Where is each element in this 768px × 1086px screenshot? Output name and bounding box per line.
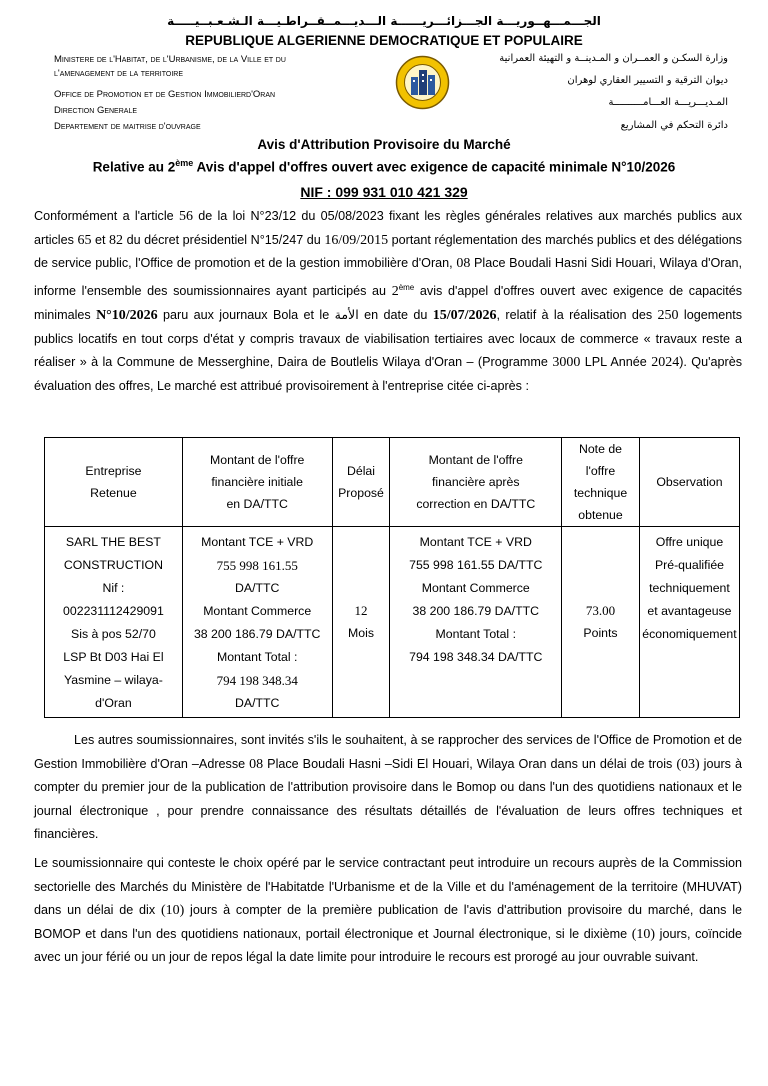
header-montant-initial: Montant de l'offre financière initiale en DA/TTC <box>182 438 332 527</box>
notice-subtitle: Relative au 2ème Avis d'appel d'offres ouvert avec exigence de capacité minimale N°10/2026 <box>92 158 676 175</box>
ministry-name-line2: l'amenagement de la territoire <box>54 68 184 79</box>
recourse-paragraph: Le soumissionnaire qui conteste le choix opéré par le service contractant peut introduire un recours auprès de la Commission sectorielle des Marchés du Ministère de l'Habitatde l'Urbanisme et de la Ville et du l'aménagement de la territoire (MHUVAT) dans un délai de dix (10) jours à compter de la première publication de l'avis d'attribution provisoire du marché, dans le BOMOP et dans l'un des quotidiens nationaux, portail électronique et Journal électronique, si le dixième (10) jours, coïncide avec un jour férié ou un jour de repos légal la date limite pour introduire le recours est prorogé au jour ouvrable suivant. <box>34 856 742 964</box>
ministry-name-line1: Ministere de l'Habitat, de l'Urbanisme, de la Ville et du <box>54 54 286 65</box>
cell-montant-initial: Montant TCE + VRD 755 998 161.55 DA/TTC Montant Commerce 38 200 186.79 DA/TTC Montant Total : 794 198 348.34 DA/TTC <box>182 527 332 718</box>
notice-title: Avis d'Attribution Provisoire du Marché <box>257 137 511 152</box>
table-header-row <box>45 438 740 527</box>
header-entreprise: Entreprise Retenue <box>45 438 183 527</box>
ministry-name-arabic: وزارة السكـن و العمــران و المـدينــة و التهيئة العمرانية <box>499 53 728 64</box>
header-montant-corrige: Montant de l'offre financière après correction en DA/TTC <box>390 438 562 527</box>
other-bidders-paragraph: Les autres soumissionnaires, sont invités s'ils le souhaitent, à se rapprocher des services de l'Office de Promotion et de Gestion Immobilière d'Oran –Adresse 08 Place Boudali Hasni –Sidi El Houari, Wilaya Oran dans un délai de trois (03) jours à compter du premier jour de la publication de l'attribution provisoire dans le Bomop ou dans l'un des quotidiens nationaux et le journal électronique , pour prendre connaissance des résultats détaillés de l'évaluation de leurs offres techniques et financières. <box>34 733 742 841</box>
departement-arabic: دائرة التحكم في المشاريع <box>620 120 728 131</box>
cell-montant-corrige: Montant TCE + VRD 755 998 161.55 DA/TTC Montant Commerce 38 200 186.79 DA/TTC Montant Total : 794 198 348.34 DA/TTC <box>390 527 562 718</box>
header-delai: Délai Proposé <box>332 438 390 527</box>
republic-title-french: REPUBLIQUE ALGERIENNE DEMOCRATIQUE ET POPULAIRE <box>185 33 583 48</box>
nif-number: NIF : 099 931 010 421 329 <box>300 184 468 200</box>
cell-observation: Offre unique Pré-qualifiée techniquement et avantageuse économiquement <box>639 527 739 718</box>
cell-entreprise: SARL THE BEST CONSTRUCTION Nif : 002231112429091 Sis à pos 52/70 LSP Bt D03 Hai El Yasmine – wilaya- d'Oran <box>45 527 183 718</box>
cell-delai: 12 Mois <box>332 527 390 718</box>
header-note: Note de l'offre technique obtenue <box>562 438 640 527</box>
intro-paragraph: Conformément a l'article 56 de la loi N°23/12 du 05/08/2023 fixant les règles générales relatives aux marchés publics aux articles 65 et 82 du décret présidentiel N°15/247 du 16/09/2015 portant réglementation des marchés publics et des délégations de service public, l'Office de promotion et de la gestion immobilière d'Oran, 08 Place Boudali Hasni Sidi Houari, Wilaya d'Oran, informe l'ensemble des soumissionnaires ayant participés au 2ème avis d'appel d'offres ouvert avec exigence de capacités minimales N°10/2026 paru aux journaux Bola et le الأمة en date du 15/07/2026, relatif à la réalisation des 250 logements publics locatifs en tout corps d'état y compris travaux de viabilisation tertiaires avec locaux de commerce « travaux reste a réaliser » à la Commune de Messerghine, Daira de Boutlelis Wilaya d'Oran – (Programme 3000 LPL Année 2024). Qu'après évaluation des offres, Le marché est attribué provisoirement à l'entreprise citée ci-après : <box>34 209 743 393</box>
direction-arabic: المـديـــريـــة العـــامــــــــــة <box>608 97 728 108</box>
opgi-logo-icon <box>395 55 450 110</box>
republic-title-arabic: الجـــمـــهــوريـــة الجـــزائـــريــــــة الـــديـــمــقــراطـيـــة الـشـعـبــيـــــة <box>167 14 601 28</box>
office-name: Office de Promotion et de Gestion Immobilierd'Oran <box>54 89 276 100</box>
header-observation: Observation <box>639 438 739 527</box>
departement-name: Departement de maitrise d'ouvrage <box>54 121 201 132</box>
cell-note: 73.00 Points <box>562 527 640 718</box>
table-row <box>45 527 740 718</box>
office-name-arabic: ديوان الترقية و التسيير العقاري لوهران <box>567 75 728 86</box>
attribution-table <box>44 437 740 718</box>
direction-generale: Direction Generale <box>54 105 138 116</box>
